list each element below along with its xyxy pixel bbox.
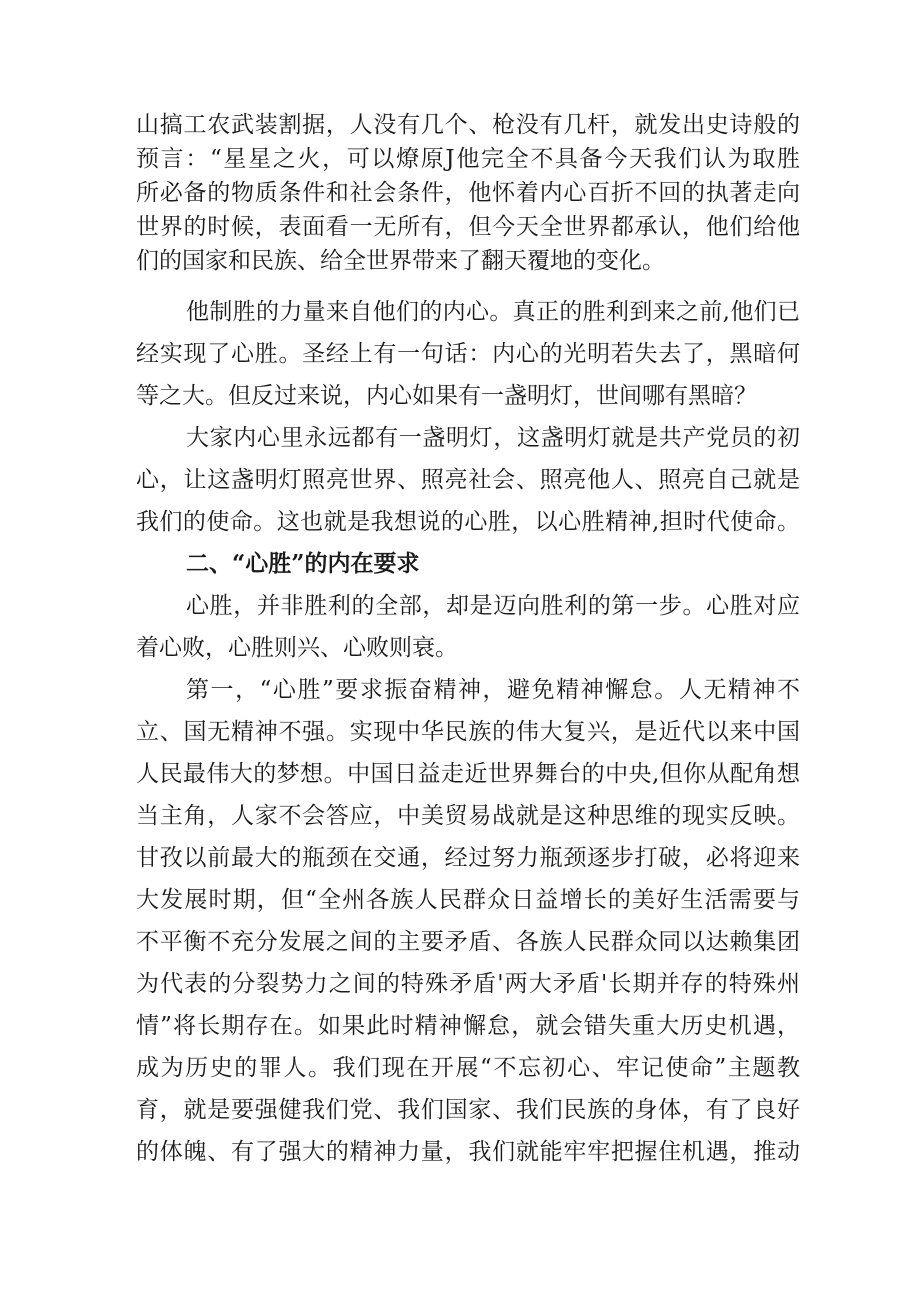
paragraph-line: 甘孜以前最大的瓶颈在交通，经过努力瓶颈逐步打破，必将迎来 [136,845,800,871]
paragraph-line: 山搞工农武装割据，人没有几个、枪没有几杆，就发出史诗般的 [136,112,800,138]
paragraph-line: 们的国家和民族、给全世界带来了翻天覆地的变化。 [136,248,665,274]
paragraph-line: 为代表的分裂势力之间的特殊矛盾'两大矛盾'长期并存的特殊州 [136,971,800,997]
paragraph-line: 立、国无精神不强。实现中华民族的伟大复兴，是近代以来中国 [136,719,800,745]
section-heading: 二、“心胜”的内在要求 [186,550,420,577]
paragraph-line: 预言：“星星之火，可以燎原J他完全不具备今天我们认为取胜 [136,146,800,172]
paragraph-line: 等之大。但反过来说，内心如果有一盏明灯，世间哪有黑暗？ [136,383,757,409]
paragraph-line: 着心败，心胜则兴、心败则衰。 [136,635,458,661]
paragraph-line: 我们的使命。这也就是我想说的心胜，以心胜精神,担时代使命。 [136,509,800,535]
paragraph-line: 的体魄、有了强大的精神力量，我们就能牢牢把握住机遇，推动 [136,1139,800,1165]
paragraph-line: 大发展时期，但“全州各族人民群众日益增长的美好生活需要与 [136,887,800,913]
paragraph-line: 世界的时候，表面看一无所有，但今天全世界都承认，他们给他 [136,214,800,240]
paragraph-line: 育，就是要强健我们党、我们国家、我们民族的身体，有了良好 [136,1097,800,1123]
paragraph-line: 当主角，人家不会答应，中美贸易战就是这种思维的现实反映。 [136,803,800,829]
paragraph-line: 第一，“心胜”要求振奋精神，避免精神懈怠。人无精神不 [186,677,800,703]
paragraph-line: 心，让这盏明灯照亮世界、照亮社会、照亮他人、照亮自己就是 [136,467,800,493]
paragraph-line: 大家内心里永远都有一盏明灯，这盏明灯就是共产党员的初 [186,425,800,451]
paragraph-line: 情”将长期存在。如果此时精神懈怠，就会错失重大历史机遇， [136,1013,800,1039]
paragraph-line: 成为历史的罪人。我们现在开展“不忘初心、牢记使命”主题教 [136,1055,800,1081]
paragraph-line: 所必备的物质条件和社会条件，他怀着内心百折不回的执著走向 [136,180,800,206]
paragraph-line: 他制胜的力量来自他们的内心。真正的胜利到来之前,他们已 [186,299,800,325]
paragraph-line: 心胜，并非胜利的全部，却是迈向胜利的第一步。心胜对应 [186,593,800,619]
paragraph-line: 人民最伟大的梦想。中国日益走近世界舞台的中央,但你从配角想 [136,761,800,787]
paragraph-line: 经实现了心胜。圣经上有一句话：内心的光明若失去了，黑暗何 [136,341,800,367]
paragraph-line: 不平衡不充分发展之间的主要矛盾、各族人民群众同以达赖集团 [136,929,800,955]
